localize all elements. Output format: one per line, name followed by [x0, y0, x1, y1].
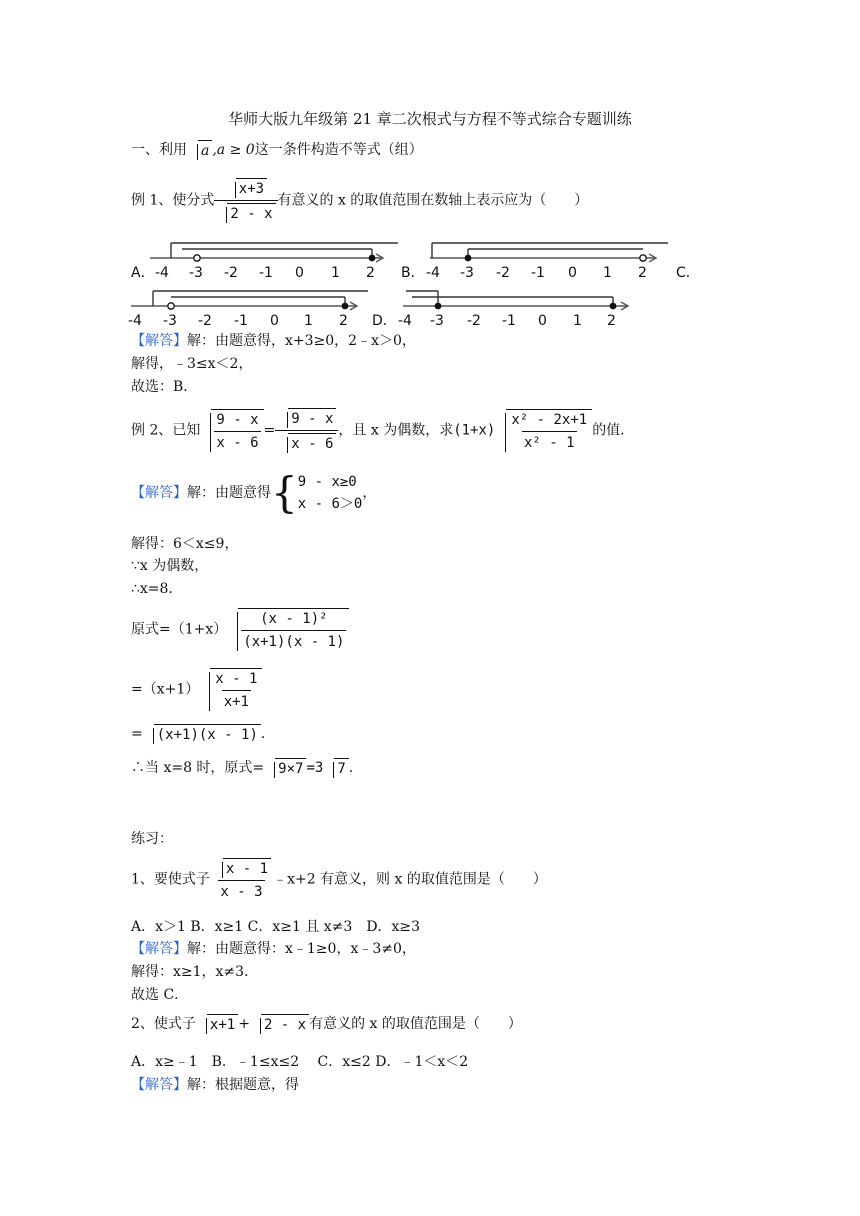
- option-b-label: B．: [401, 265, 425, 281]
- tick-label: 2: [339, 313, 348, 329]
- practice-question-2-options: A．x≥﹣1 B．﹣1≤x≤2 C．x≤2 D．﹣1＜x＜2: [131, 1054, 469, 1070]
- tick-label: 1: [304, 313, 313, 329]
- tick-label: -1: [502, 313, 516, 329]
- option-d-label: D．: [372, 313, 397, 329]
- practice-question-2-solution-1: 【解答】解：根据题意，得: [131, 1077, 299, 1093]
- open-point-icon: [640, 255, 646, 261]
- tick-label: -2: [198, 313, 212, 329]
- example-2-question: 例 2、已知 $\frac{9 - x}{x - 6}$ = $\frac{9 - x}{x - 6}$ ，且 x 为偶数，求(1+x) $\frac{\text{x² - 2x+1}}{\text{x² - 1}}$ 的值．: [131, 408, 634, 453]
- practice-question-1-options: A．x＞1 B．x≥1 C．x≥1 且 x≠3 D．x≥3: [131, 919, 421, 935]
- example-2-solution-system: 【解答】解：由题意得 { 9 - x≥0 x - 6＞0 ，: [131, 468, 377, 517]
- tick-label: 0: [270, 313, 279, 329]
- closed-point-icon: [369, 255, 376, 262]
- tick-label: -4: [398, 313, 412, 329]
- closed-point-icon: [610, 303, 617, 310]
- sqrt-a: a: [187, 140, 212, 160]
- number-line-a: [150, 243, 398, 281]
- example-2-result-1: 解得：6＜x≤9，: [131, 536, 239, 552]
- document-title: 华师大版九年级第 21 章二次根式与方程不等式综合专题训练: [228, 110, 632, 128]
- example-1-solution-2: 解得，﹣3≤x＜2，: [131, 356, 253, 372]
- example-1-fraction: $\frac{x+3}{2 - x}$: [214, 178, 277, 223]
- tick-label: -3: [189, 265, 203, 281]
- open-point-icon: [194, 255, 200, 261]
- tick-label: -3: [163, 313, 177, 329]
- tick-label: 1: [603, 265, 612, 281]
- example-1-question: 例 1、使分式 $\frac{x+3}{2 - x}$ 有意义的 x 的取值范围在数轴上表示应为（ ）: [131, 178, 588, 223]
- tick-label: -4: [155, 265, 169, 281]
- practice-question-2: 2、使式子 x+1 + 2 - x 有意义的 x 的取值范围是（ ）: [131, 1016, 522, 1033]
- tick-label: -3: [430, 313, 444, 329]
- tick-label: 2: [607, 313, 616, 329]
- tick-label: 0: [538, 313, 547, 329]
- tick-label: -3: [460, 265, 474, 281]
- practice-question-1: 1、要使式子 $\frac{x - 1}{x - 3}$ ﹣x+2 有意义，则 x 的取值范围是（ ）: [131, 858, 547, 901]
- practice-question-1-solution-3: 故选 C．: [131, 987, 189, 1003]
- tick-label: -2: [467, 313, 481, 329]
- tick-label: 0: [568, 265, 577, 281]
- number-line-c: [128, 291, 368, 329]
- tick-label: 2: [638, 265, 647, 281]
- practice-question-1-solution-2: 解得：x≥1，x≠3．: [131, 964, 259, 980]
- number-line-d: [398, 291, 628, 329]
- tick-label: -4: [128, 313, 142, 329]
- example-2-original-expr-3: = (x+1)(x - 1) ．: [131, 726, 275, 743]
- example-2-result-2: ∵x 为偶数，: [131, 558, 209, 574]
- tick-label: 2: [366, 265, 375, 281]
- closed-point-icon: [465, 255, 472, 262]
- section-1-heading: 一、利用 a ,a ≥ 0这一条件构造不等式（组）: [131, 142, 423, 159]
- tick-label: -1: [234, 313, 248, 329]
- practice-question-1-solution-1: 【解答】解：由题意得：x﹣1≥0，x﹣3≠0，: [131, 941, 416, 957]
- closed-point-icon: [435, 303, 442, 310]
- tick-label: 0: [295, 265, 304, 281]
- tick-label: -2: [496, 265, 510, 281]
- open-point-icon: [168, 303, 174, 309]
- tick-label: 1: [331, 265, 340, 281]
- tick-label: 1: [573, 313, 582, 329]
- option-c-label: C．: [676, 265, 700, 281]
- tick-label: -4: [426, 265, 440, 281]
- closed-point-icon: [342, 303, 349, 310]
- tick-label: -2: [224, 265, 238, 281]
- example-1-solution-1: 【解答】解：由题意得，x+3≥0，2﹣x＞0，: [131, 333, 416, 349]
- number-lines: [0, 236, 860, 336]
- example-2-result-3: ∴x=8．: [131, 581, 183, 597]
- practice-heading: 练习：: [131, 831, 173, 847]
- example-2-original-expr-2: =（x+1） $\frac{x - 1}{x+1}$: [131, 668, 262, 711]
- example-2-original-expr-1: 原式=（1+x） $\frac{\text{(x - 1)²}}{(x+1)(x - 1)}$: [131, 608, 349, 651]
- example-2-original-expr-4: ∴当 x=8 时，原式= 9×7 =3 7 ．: [131, 760, 363, 777]
- tick-label: -1: [531, 265, 545, 281]
- tick-label: -1: [259, 265, 273, 281]
- example-1-solution-3: 故选：B．: [131, 379, 198, 395]
- number-line-b: [426, 243, 668, 281]
- option-a-label: A．: [131, 265, 155, 281]
